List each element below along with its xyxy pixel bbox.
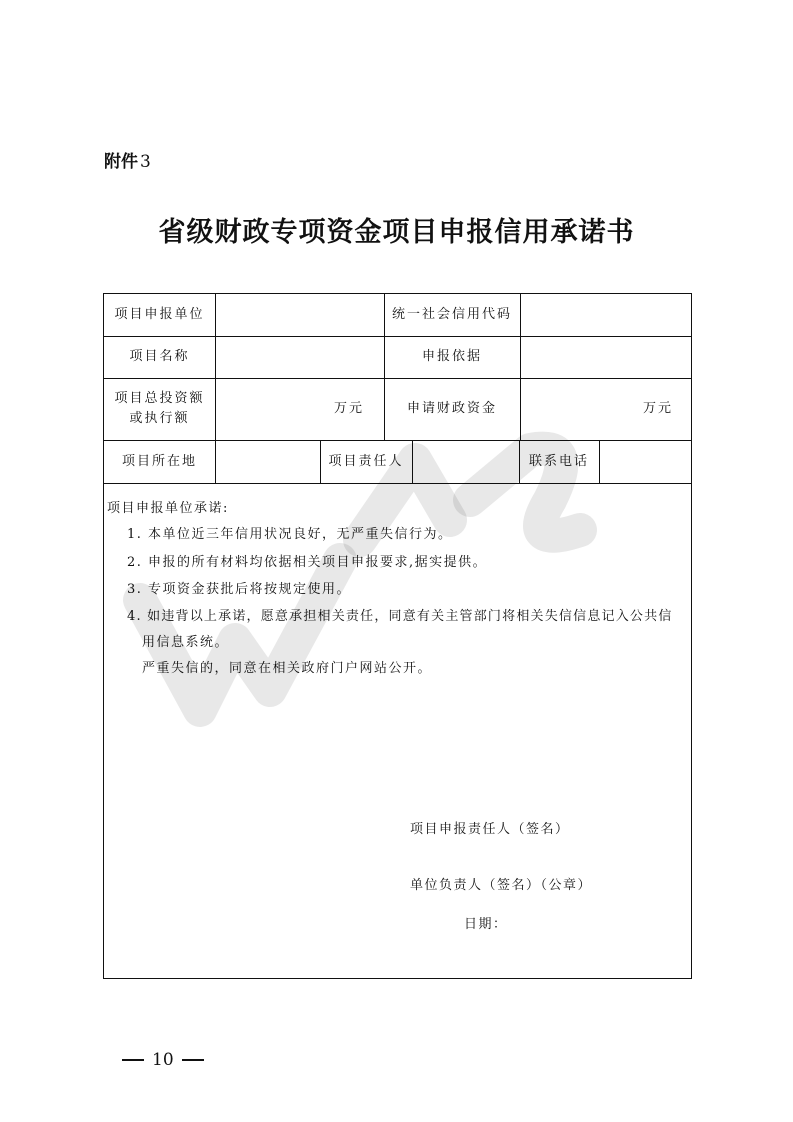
signature-unit-label: 单位负责人（签名）（公章） [410, 878, 593, 893]
document-title: 省级财政专项资金项目申报信用承诺书 [158, 217, 635, 248]
attachment-text: 附件 [104, 152, 138, 172]
attachment-number: 3 [140, 152, 151, 172]
footer-dash-right [182, 1059, 204, 1061]
basis-label: 申报依据 [421, 349, 482, 364]
investment-label-line1: 项目总投资额 [114, 391, 205, 406]
requested-funds-unit: 万元 [642, 401, 673, 416]
pledge-item: 1. 本单位近三年信用状况良好，无严重失信行为。 [127, 527, 453, 542]
phone-field[interactable] [599, 440, 693, 483]
requested-funds-field[interactable] [520, 378, 693, 440]
page-footer [122, 1050, 204, 1070]
pledge-item-continuation: 用信息系统。 [142, 635, 230, 650]
investment-field[interactable] [215, 378, 384, 440]
commitment-form [103, 293, 692, 979]
attachment-label [104, 147, 151, 172]
signature-responsible-label: 项目申报责任人（签名） [410, 822, 570, 837]
investment-label [104, 378, 215, 440]
pledge-item: 4. 如违背以上承诺，愿意承担相关责任，同意有关主管部门将相关失信信息记入公共信 [127, 609, 673, 624]
pledge-note: 严重失信的，同意在相关政府门户网站公开。 [142, 661, 433, 676]
project-name-label: 项目名称 [129, 349, 190, 364]
applicant-unit-label: 项目申报单位 [114, 307, 205, 322]
responsible-label: 项目责任人 [328, 453, 404, 469]
responsible-field[interactable] [412, 440, 519, 483]
pledge-heading: 项目申报单位承诺: [107, 501, 229, 516]
pledge-item: 2. 申报的所有材料均依据相关项目申报要求,据实提供。 [127, 555, 488, 570]
location-label: 项目所在地 [121, 453, 197, 469]
project-name-field[interactable] [215, 336, 384, 378]
row-divider [104, 483, 691, 484]
page-number: 10 [152, 1050, 174, 1070]
requested-funds-label: 申请财政资金 [406, 401, 497, 416]
pledge-item: 3. 专项资金获批后将按规定使用。 [127, 582, 352, 597]
investment-unit: 万元 [333, 401, 364, 416]
applicant-unit-field[interactable] [215, 294, 384, 336]
credit-code-label: 统一社会信用代码 [391, 307, 512, 322]
phone-label: 联系电话 [528, 453, 589, 469]
credit-code-field[interactable] [520, 294, 693, 336]
footer-dash-left [122, 1059, 144, 1061]
basis-field[interactable] [520, 336, 693, 378]
date-label: 日期： [464, 917, 508, 932]
investment-label-line2: 或执行额 [129, 411, 190, 426]
location-field[interactable] [215, 440, 320, 483]
